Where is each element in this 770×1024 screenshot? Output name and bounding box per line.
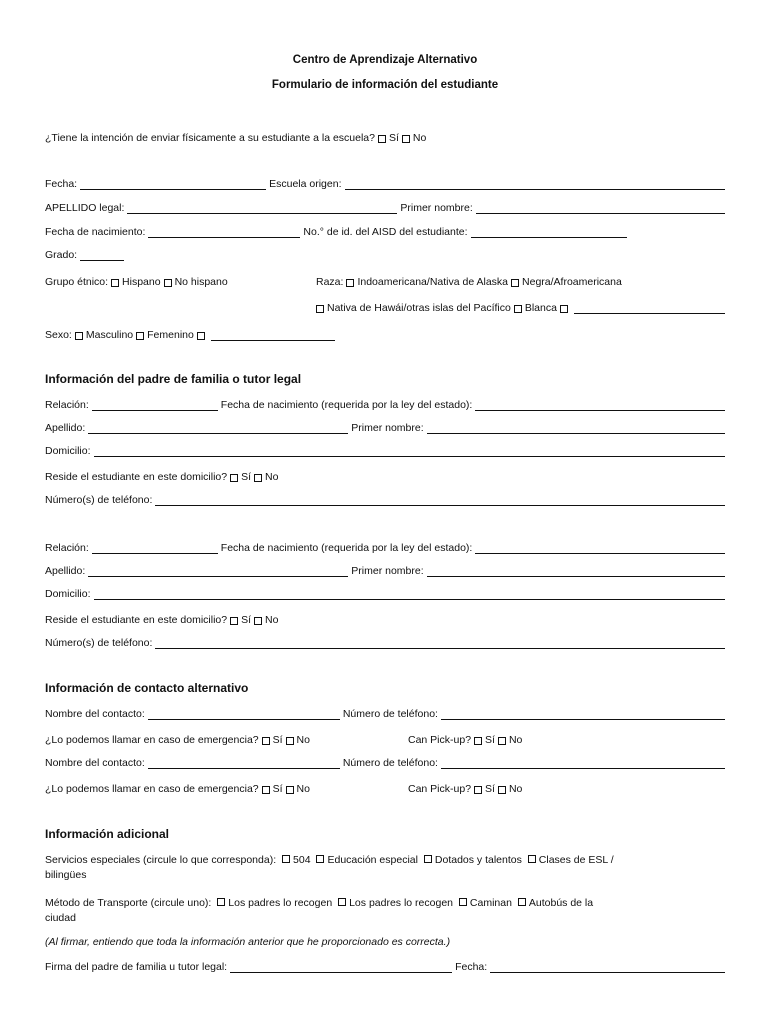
contact2-pickup-yes-label: Sí [485,783,495,795]
tr-bus-checkbox[interactable] [518,898,526,906]
female-checkbox[interactable] [136,332,144,340]
non-hispanic-checkbox[interactable] [164,279,172,287]
signature-date-field[interactable] [490,961,725,973]
male-label: Masculino [85,329,134,341]
guardian1-phone-field[interactable] [155,494,725,506]
non-hispanic-label: No hispano [174,276,228,288]
tr-bus-label: Autobús de la [528,897,594,909]
guardian2-lives-no-label: No [265,614,279,626]
guardian2-lives-no-checkbox[interactable] [254,617,262,625]
contact1-pickup-no-checkbox[interactable] [498,737,506,745]
guardian2-last-name-label: Apellido: [45,565,86,577]
signature-field[interactable] [230,961,452,973]
grade-label: Grado: [45,249,78,261]
race-hawaiian-checkbox[interactable] [316,305,324,313]
guardian1-phone-row [45,492,725,506]
race-white-label: Blanca [524,302,557,314]
contact1-emergency-row [45,732,310,746]
guardian2-last-name-field[interactable] [88,565,348,577]
tr-parents2-label: Los padres lo recogen [349,897,453,909]
contact2-emergency-row [45,781,310,795]
signature-label: Firma del padre de familia u tutor legal: [45,961,228,973]
transport-label: Método de Transporte (circule uno): [45,897,212,909]
contact1-pickup-yes-checkbox[interactable] [474,737,482,745]
male-checkbox[interactable] [75,332,83,340]
special-services [45,853,725,883]
tr-parents1-checkbox[interactable] [217,898,225,906]
guardian2-first-name-field[interactable] [427,565,725,577]
contact2-pickup-yes-checkbox[interactable] [474,786,482,794]
origin-school-field[interactable] [345,178,726,190]
svc-esl-checkbox[interactable] [528,855,536,863]
tr-bus-label-cont: ciudad [45,912,76,924]
birth-id-row [45,224,630,238]
contact2-row [45,755,725,769]
contact1-pickup-row [408,732,522,746]
intent-yes-label: Sí [388,132,399,144]
guardian2-name-row [45,563,725,577]
contact1-phone-label: Número de teléfono: [342,708,438,720]
sex-other-field[interactable] [211,329,335,341]
first-name-label: Primer nombre: [400,202,473,214]
guardian1-birth-date-field[interactable] [475,399,725,411]
contact1-pickup-label: Can Pick-up? [408,734,472,746]
date-school-row [45,176,725,190]
guardian1-lives-row [45,469,278,483]
guardian1-address-field[interactable] [94,445,725,457]
birth-date-label: Fecha de nacimiento: [45,226,146,238]
contact1-name-label: Nombre del contacto: [45,708,145,720]
guardian2-relation-field[interactable] [92,542,218,554]
guardian1-first-name-field[interactable] [427,422,725,434]
guardian1-relation-row [45,397,725,411]
guardian-heading: Información del padre de familia o tutor legal [45,372,302,386]
guardian1-address-label: Domicilio: [45,445,91,457]
contact1-emergency-no-label: No [296,734,310,746]
aisd-id-label: No.° de id. del AISD del estudiante: [303,226,468,238]
guardian2-relation-row [45,540,725,554]
svc-esl-label-cont: bilingües [45,869,87,881]
contact2-emergency-no-label: No [296,783,310,795]
date-label: Fecha: [45,178,78,190]
contact1-emergency-no-checkbox[interactable] [286,737,294,745]
guardian2-lives-row [45,612,278,626]
race-white-checkbox[interactable] [514,305,522,313]
contact1-emergency-yes-label: Sí [272,734,283,746]
signature-row [45,959,725,973]
svc-gifted-checkbox[interactable] [424,855,432,863]
grade-field[interactable] [80,249,124,261]
guardian2-relation-label: Relación: [45,542,89,554]
guardian2-address-field[interactable] [94,588,725,600]
svc-special-ed-label: Educación especial [327,854,418,866]
race-hawaiian-label: Nativa de Hawái/otras islas del Pacífico [327,302,511,314]
race-other-field[interactable] [574,302,725,314]
race-row [316,274,622,288]
race-other-checkbox[interactable] [560,305,568,313]
guardian2-lives-label: Reside el estudiante en este domicilio? [45,614,228,626]
grade-row [45,247,127,261]
origin-school-label: Escuela origen: [269,178,342,190]
guardian1-birth-date-label: Fecha de nacimiento (requerida por la ley del estado): [220,399,473,411]
female-label: Femenino [147,329,194,341]
legal-last-name-label: APELLIDO legal: [45,202,125,214]
additional-heading: Información adicional [45,827,170,841]
guardian1-lives-label: Reside el estudiante en este domicilio? [45,471,228,483]
signature-date-label: Fecha: [455,961,488,973]
aisd-id-field[interactable] [471,226,627,238]
contact1-name-field[interactable] [148,708,340,720]
tr-walk-checkbox[interactable] [459,898,467,906]
race-black-checkbox[interactable] [511,279,519,287]
guardian2-phone-field[interactable] [155,637,725,649]
svc-special-ed-checkbox[interactable] [316,855,324,863]
sex-label: Sexo: [45,329,72,341]
intent-question: ¿Tiene la intención de enviar físicamente a su estudiante a la escuela? [45,132,375,144]
tr-parents1-label: Los padres lo recogen [228,897,333,909]
guardian2-birth-date-label: Fecha de nacimiento (requerida por la ley del estado): [220,542,473,554]
services-label: Servicios especiales (circule lo que corresponda): [45,854,277,866]
birth-date-field[interactable] [148,226,300,238]
guardian1-phone-label: Número(s) de teléfono: [45,494,153,506]
guardian2-phone-row [45,635,725,649]
intent-row [45,130,426,144]
guardian1-lives-yes-label: Sí [241,471,252,483]
contact1-row [45,706,725,720]
date-field[interactable] [80,178,266,190]
tr-walk-label: Caminan [469,897,512,909]
contact1-pickup-no-label: No [508,734,523,746]
legal-last-name-field[interactable] [127,202,397,214]
guardian1-lives-no-label: No [265,471,279,483]
contact2-pickup-row [408,781,522,795]
race-row-2 [316,300,725,314]
contact2-name-field[interactable] [148,757,340,769]
ethnic-group-label: Grupo étnico: [45,276,109,288]
attestation-note: (Al firmar, entiendo que toda la información anterior que he proporcionado es correcta.) [45,936,451,948]
intent-no-checkbox[interactable] [402,135,410,143]
guardian2-address-row [45,586,725,600]
guardian2-lives-yes-checkbox[interactable] [230,617,238,625]
svc-esl-label: Clases de ESL / [538,854,614,866]
hispanic-checkbox[interactable] [111,279,119,287]
ethnic-group-row [45,274,228,288]
contact2-emergency-label: ¿Lo podemos llamar en caso de emergencia? [45,783,259,795]
hispanic-label: Hispano [122,276,161,288]
intent-no-label: No [412,132,427,144]
guardian1-last-name-field[interactable] [88,422,348,434]
contact-heading: Información de contacto alternativo [45,681,249,695]
guardian1-first-name-label: Primer nombre: [351,422,424,434]
intent-yes-checkbox[interactable] [378,135,386,143]
contact1-phone-field[interactable] [441,708,725,720]
guardian1-last-name-label: Apellido: [45,422,86,434]
form-subtitle: Formulario de información del estudiante [271,79,499,91]
tr-parents2-checkbox[interactable] [338,898,346,906]
guardian1-address-row [45,443,725,457]
first-name-field[interactable] [476,202,725,214]
sex-other-checkbox[interactable] [197,332,205,340]
contact2-phone-label: Número de teléfono: [342,757,438,769]
contact2-pickup-no-label: No [508,783,523,795]
svc-504-checkbox[interactable] [282,855,290,863]
guardian2-address-label: Domicilio: [45,588,91,600]
race-black-label: Negra/Afroamericana [522,276,622,288]
guardian1-lives-yes-checkbox[interactable] [230,474,238,482]
sex-row [45,327,338,341]
contact2-pickup-no-checkbox[interactable] [498,786,506,794]
svc-504-label: 504 [293,854,311,866]
form-title: Centro de Aprendizaje Alternativo [292,54,478,66]
contact2-emergency-no-checkbox[interactable] [286,786,294,794]
contact2-pickup-label: Can Pick-up? [408,783,472,795]
transport-method [45,896,725,926]
contact1-emergency-label: ¿Lo podemos llamar en caso de emergencia? [45,734,259,746]
contact2-name-label: Nombre del contacto: [45,757,145,769]
svc-gifted-label: Dotados y talentos [434,854,522,866]
contact2-emergency-yes-label: Sí [272,783,283,795]
guardian1-relation-field[interactable] [92,399,218,411]
guardian1-name-row [45,420,725,434]
guardian2-first-name-label: Primer nombre: [351,565,424,577]
contact2-phone-field[interactable] [441,757,725,769]
contact1-emergency-yes-checkbox[interactable] [262,737,270,745]
guardian2-phone-label: Número(s) de teléfono: [45,637,153,649]
race-label: Raza: [316,276,344,288]
contact1-pickup-yes-label: Sí [485,734,495,746]
guardian1-lives-no-checkbox[interactable] [254,474,262,482]
guardian1-relation-label: Relación: [45,399,89,411]
guardian2-birth-date-field[interactable] [475,542,725,554]
race-native-american-label: Indoamericana/Nativa de Alaska [357,276,509,288]
guardian2-lives-yes-label: Sí [241,614,252,626]
name-row [45,200,725,214]
contact2-emergency-yes-checkbox[interactable] [262,786,270,794]
race-native-american-checkbox[interactable] [346,279,354,287]
